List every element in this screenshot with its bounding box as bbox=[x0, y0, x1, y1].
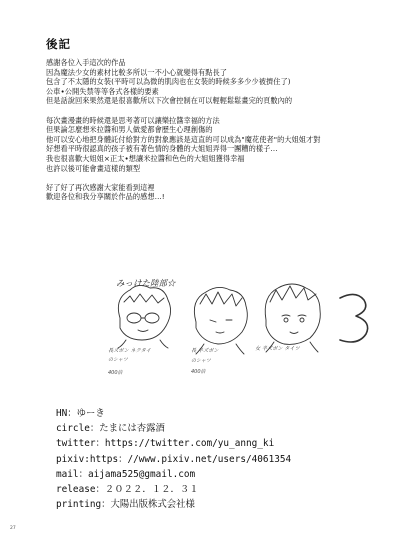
afterword-body bbox=[46, 58, 376, 212]
credit-circle: circle：たまには杏露酒 bbox=[56, 423, 165, 435]
afterword-line: 公車•公開失禁等等各式各樣的要素 bbox=[46, 86, 159, 96]
sketch-subcaption: のシャツ bbox=[108, 357, 128, 363]
afterword-line: 也許以後可能會畫這樣的類型 bbox=[46, 163, 141, 173]
afterword-line: 但是話說回來果然還是很喜歡所以下次會控制在可以輕輕鬆鬆畫完的頁數內的 bbox=[46, 96, 293, 106]
afterword-line: 好了好了再次感謝大家能看到這裡 bbox=[46, 182, 155, 192]
credit-mail: mail：aijama525@gmail.com bbox=[56, 468, 196, 480]
afterword-line: 因為魔法少女的素材比較多所以一不小心就變得有點長了 bbox=[46, 67, 227, 77]
sketch-caption-3: 女 半ズボン タイツ bbox=[255, 346, 300, 352]
afterword-line: 包含了不太隱的女裝(平時可以為微的肌肉也在女裝的時候多多少少被擠住了) bbox=[46, 77, 291, 87]
afterword-line: 每次畫漫畫的時候還是思考著可以讓樂拉醬幸福的方法 bbox=[46, 115, 220, 125]
number-three-scribble bbox=[340, 294, 368, 342]
sketch-caption-1: 長ズボン ネクタイ bbox=[108, 348, 151, 354]
credit-hn: HN：ゆーき bbox=[56, 408, 105, 419]
chibi-head-middle bbox=[194, 287, 247, 354]
sketch-title: みっけた陸部☆ bbox=[116, 279, 176, 289]
sketch-subcaption: のシャツ bbox=[191, 358, 211, 364]
afterword-line: 我也很喜歡大姐姐×正太•想讓米拉醬和色色的大姐姐獲得幸福 bbox=[46, 153, 245, 163]
sketch-subcaption: 400倍 bbox=[108, 370, 123, 376]
credit-pixiv: pixiv:https：//www.pixiv.net/users/4061354 bbox=[56, 453, 292, 465]
page-title: 後記 bbox=[46, 37, 71, 51]
credit-twitter: twitter：https://twitter.com/yu_anng_ki bbox=[56, 438, 275, 450]
credit-release: release：２０２２．１２．３１ bbox=[56, 484, 199, 496]
colophon-credits bbox=[56, 406, 291, 512]
afterword-line: 好想看平時很認真的孩子被有著色情的身體的大姐姐弄得一團糟的樣子… bbox=[46, 144, 278, 154]
credit-printing: printing：大陽出版株式会社様 bbox=[56, 499, 195, 511]
chibi-head-right bbox=[265, 284, 320, 352]
afterword-paragraph-2 bbox=[46, 116, 376, 174]
afterword-paragraph-3 bbox=[46, 183, 376, 202]
chibi-head-glasses bbox=[118, 285, 171, 348]
afterword-line: 但果論怎麼想米拉醬和男人做愛都會歷生心理創傷的 bbox=[46, 125, 213, 135]
sketch-subcaption: 400倍 bbox=[191, 369, 206, 375]
afterword-line: 歡迎各位和我分享關於作品的感想…! bbox=[46, 192, 165, 202]
afterword-paragraph-1 bbox=[46, 58, 376, 106]
afterword-line: 感謝各位入手這次的作品 bbox=[46, 58, 126, 67]
sketch-caption-2: 長 半ズボン bbox=[191, 348, 219, 354]
page-number: 27 bbox=[10, 526, 16, 531]
afterword-line: 他可以安心地把身體託付給對方的對象應該是這直的可以成為"魔花使者"的大姐姐才對 bbox=[46, 134, 321, 144]
